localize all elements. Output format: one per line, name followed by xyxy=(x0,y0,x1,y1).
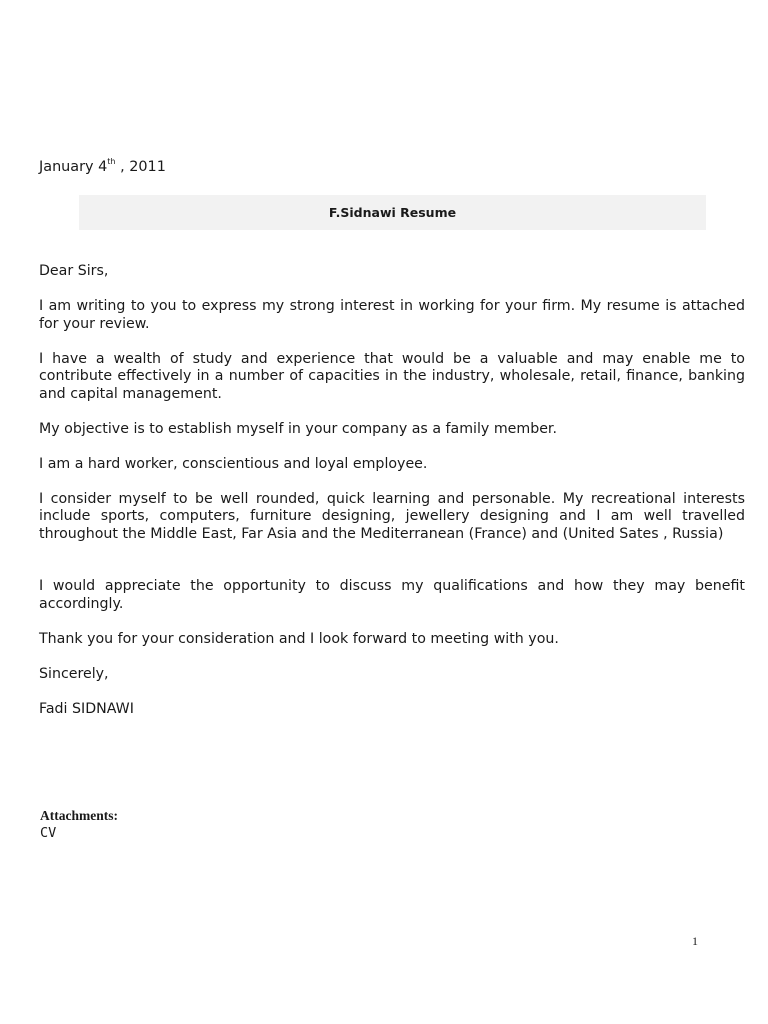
body-paragraph: I consider myself to be well rounded, quick learning and personable. My recreational interests include sports, computers, furniture designing, jewellery designing and I am well travelled throughout the Middle East, Far Asia and the Mediterranean (France) and (United Sates , Russia) xyxy=(39,490,745,542)
body-paragraph: I am writing to you to express my strong interest in working for your firm. My resume is attached for your review. xyxy=(39,298,745,332)
date-suffix: th xyxy=(107,157,116,167)
attachment-item: CV xyxy=(40,825,57,841)
body-paragraph: My objective is to establish myself in your company as a family member. xyxy=(39,420,557,437)
body-paragraph: Thank you for your consideration and I look forward to meeting with you. xyxy=(39,630,559,647)
document-title: F.Sidnawi Resume xyxy=(328,205,457,220)
letter-body xyxy=(39,263,745,736)
page-number: 1 xyxy=(692,934,698,948)
body-paragraph: I would appreciate the opportunity to discuss my qualifications and how they may benefit accordingly. xyxy=(39,578,745,612)
date-year: , 2011 xyxy=(115,159,166,175)
date-month-day: January 4 xyxy=(39,159,108,175)
salutation: Dear Sirs, xyxy=(39,263,109,279)
body-paragraph: I have a wealth of study and experience that would be a valuable and may enable me to contribute effectively in a number of capacities in the industry, wholesale, retail, finance, banking and capital management. xyxy=(39,350,745,402)
closing: Sincerely, xyxy=(39,665,109,682)
signature: Fadi SIDNAWI xyxy=(39,700,134,717)
body-paragraph: I am a hard worker, conscientious and loyal employee. xyxy=(39,455,428,472)
title-banner xyxy=(79,195,706,230)
letter-date xyxy=(39,158,166,176)
attachments-label: Attachments: xyxy=(40,808,118,823)
